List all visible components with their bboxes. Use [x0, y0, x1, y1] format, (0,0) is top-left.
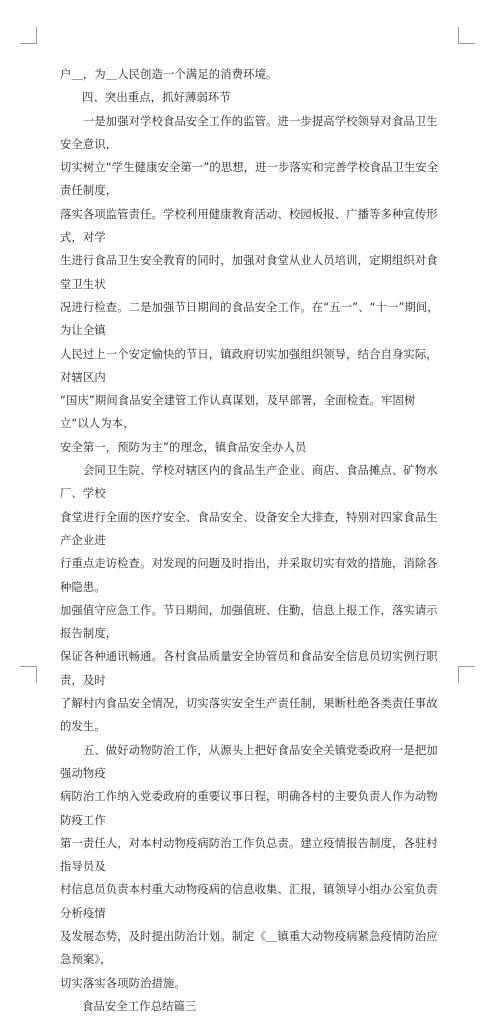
- document-body: [60, 63, 440, 1018]
- text-line: “国庆”期间食品安全建管工作认真谋划，及早部署，全面检查。牢固树立“以人为本，: [60, 394, 416, 431]
- text-line: 安全第一，预防为主”的理念，镇食品安全办人员: [60, 440, 307, 454]
- crop-mark-bottom-left-h: [20, 666, 37, 667]
- crop-mark-bottom-right-h: [458, 666, 475, 667]
- paragraph-school-supervision: [60, 110, 440, 459]
- text-line: 了解村内食品安全情况，切实落实安全生产责任制，果断杜绝各类责任事故的发生。: [60, 697, 438, 734]
- text-line: 四、突出重点，抓好薄弱环节: [82, 91, 231, 105]
- text-line: 况进行检查。二是加强节日期间的食品安全工作。在“五一”、“十一”期间，为让全镇: [60, 300, 439, 338]
- text-line: 第一责任人，对本村动物疫病防治工作负总责。建立疫情报告制度，各驻村指导员及: [60, 836, 438, 874]
- crop-mark-top-right-v: [458, 27, 459, 44]
- text-line: 保证各种通讯畅通。各村食品质量安全协管员和食品安全信息员切实例行职责，及时: [60, 650, 438, 687]
- text-line: 五、做好动物防治工作，从源头上把好食品安全关镇党委政府一是把加强动物疫: [60, 743, 438, 780]
- crop-mark-top-right-h: [458, 43, 475, 44]
- crop-mark-top-left-v: [36, 27, 37, 44]
- text-line: 及发展态势，及时提出防治计划。制定《＿镇重大动物疫病紧急疫情防治应急预案》，: [60, 929, 438, 967]
- section-heading-part-three: [60, 995, 440, 1018]
- text-line: 切实落实各项防治措施。: [60, 976, 186, 990]
- text-line: 行重点走访检查。对发现的问题及时指出，并采取切实有效的措施，消除各种隐患。: [60, 557, 438, 594]
- text-line: 一是加强对学校食品安全工作的监管。进一步提高学校领导对食品卫生安全意识，: [60, 114, 438, 151]
- text-line: 食品安全工作总结篇三: [82, 999, 197, 1013]
- text-line: 户＿，为＿人民创造一个满足的消费环境。: [60, 68, 278, 81]
- section-heading-four: [60, 86, 440, 109]
- crop-mark-bottom-left-v: [36, 666, 37, 683]
- paragraph-animal-disease: [60, 739, 440, 995]
- text-line: 食堂进行全面的医疗安全、食品安全、设备安全大排查，特别对四家食品生产企业进: [60, 510, 438, 547]
- paragraph-intro: [60, 63, 440, 86]
- text-line: 病防治工作纳入党委政府的重要议事日程，明确各村的主要负责人作为动物防疫工作: [60, 790, 438, 827]
- text-line: 村信息员负责本村重大动物疫病的信息收集、汇报，镇领导小组办公室负责分析疫情: [60, 883, 438, 920]
- text-line: 落实各项监管责任。学校利用健康教育活动、校园板报、广播等多种宣传形式，对学: [60, 207, 438, 245]
- crop-mark-top-left-h: [20, 43, 37, 44]
- text-line: 人民过上一个安定愉快的节日，镇政府切实加强组织领导，结合自身实际，对辖区内: [60, 347, 438, 384]
- text-line: 会同卫生院、学校对辖区内的食品生产企业、商店、食品摊点、矿物水厂、学校: [60, 464, 438, 501]
- text-line: 切实树立“学生健康安全第一”的思想，进一步落实和完善学校食品卫生安全责任制度，: [60, 161, 439, 198]
- text-line: 加强值守应急工作。节日期间，加强值班、住勤，信息上报工作，落实请示报告制度，: [60, 603, 438, 641]
- text-line: 生进行食品卫生安全教育的同时，加强对食堂从业人员培训，定期组织对食堂卫生状: [60, 254, 438, 291]
- paragraph-inspection: [60, 459, 440, 739]
- crop-mark-bottom-right-v: [458, 666, 459, 683]
